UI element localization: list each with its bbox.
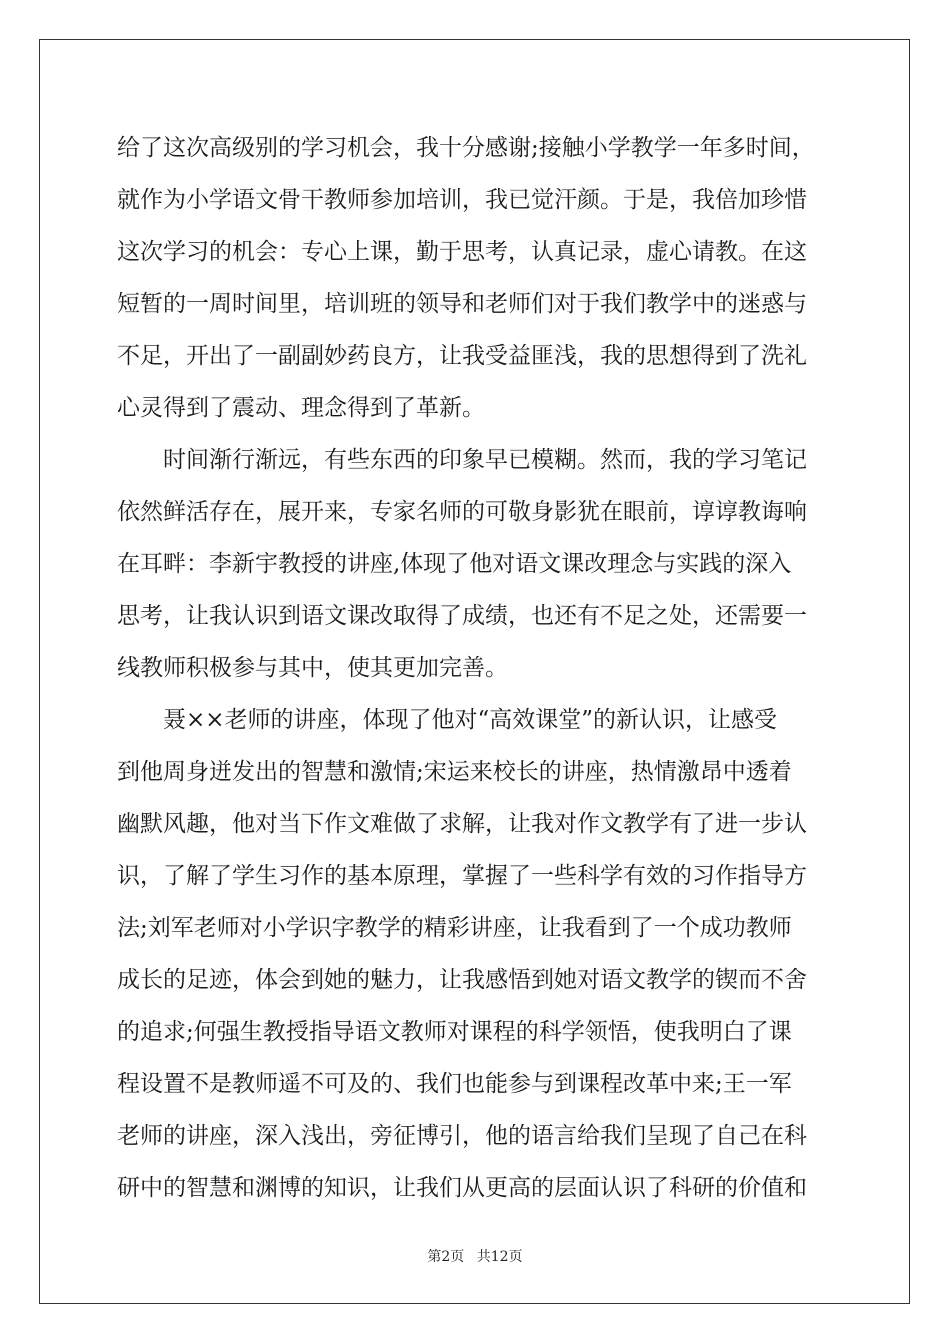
text-line: 给了这次高级别的学习机会，我十分感谢;接触小学教学一年多时间， [117, 135, 815, 161]
text-line: 幽默风趣，他对当下作文难做了求解，让我对作文教学有了进一步认 [117, 811, 807, 837]
text-line: 就作为小学语文骨干教师参加培训，我已觉汗颜。于是，我倍加珍惜 [117, 187, 807, 213]
text-line: 这次学习的机会：专心上课，勤于思考，认真记录，虚心请教。在这 [117, 239, 807, 265]
text-line: 的追求;何强生教授指导语文教师对课程的科学领悟，使我明白了课 [117, 1019, 792, 1045]
text-line: 到他周身迸发出的智慧和激情;宋运来校长的讲座，热情激昂中透着 [117, 759, 792, 785]
text-line: 程设置不是教师遥不可及的、我们也能参与到课程改革中来;王一军 [117, 1071, 792, 1097]
text-line: 不足，开出了一副副妙药良方，让我受益匪浅，我的思想得到了洗礼 [117, 343, 807, 369]
text-line: 老师的讲座，深入浅出，旁征博引，他的语言给我们呈现了自己在科 [117, 1123, 807, 1149]
text-line: 时间渐行渐远，有些东西的印象早已模糊。然而，我的学习笔记 [117, 447, 807, 473]
page-total: 共12页 [476, 1249, 523, 1265]
text-line: 法;刘军老师对小学识字教学的精彩讲座，让我看到了一个成功教师 [117, 915, 792, 941]
text-line: 依然鲜活存在，展开来，专家名师的可敬身影犹在眼前，谆谆教诲响 [117, 499, 807, 525]
text-line: 成长的足迹，体会到她的魅力，让我感悟到她对语文教学的锲而不舍 [117, 967, 807, 993]
text-line: 聂××老师的讲座，体现了他对“高效课堂”的新认识，让感受 [117, 707, 778, 733]
text-line: 思考，让我认识到语文课改取得了成绩，也还有不足之处，还需要一 [117, 603, 807, 629]
text-line: 线教师积极参与其中，使其更加完善。 [117, 655, 508, 681]
text-line: 研中的智慧和渊博的知识，让我们从更高的层面认识了科研的价值和 [117, 1175, 807, 1201]
text-line: 心灵得到了震动、理念得到了革新。 [117, 395, 485, 421]
text-line: 识，了解了学生习作的基本原理，掌握了一些科学有效的习作指导方 [117, 863, 807, 889]
text-line: 在耳畔：李新宇教授的讲座,体现了他对语文课改理念与实践的深入 [117, 551, 792, 577]
page-footer [0, 1246, 950, 1266]
text-line: 短暂的一周时间里，培训班的领导和老师们对于我们教学中的迷惑与 [117, 291, 807, 317]
page-number: 第2页 [427, 1249, 465, 1265]
